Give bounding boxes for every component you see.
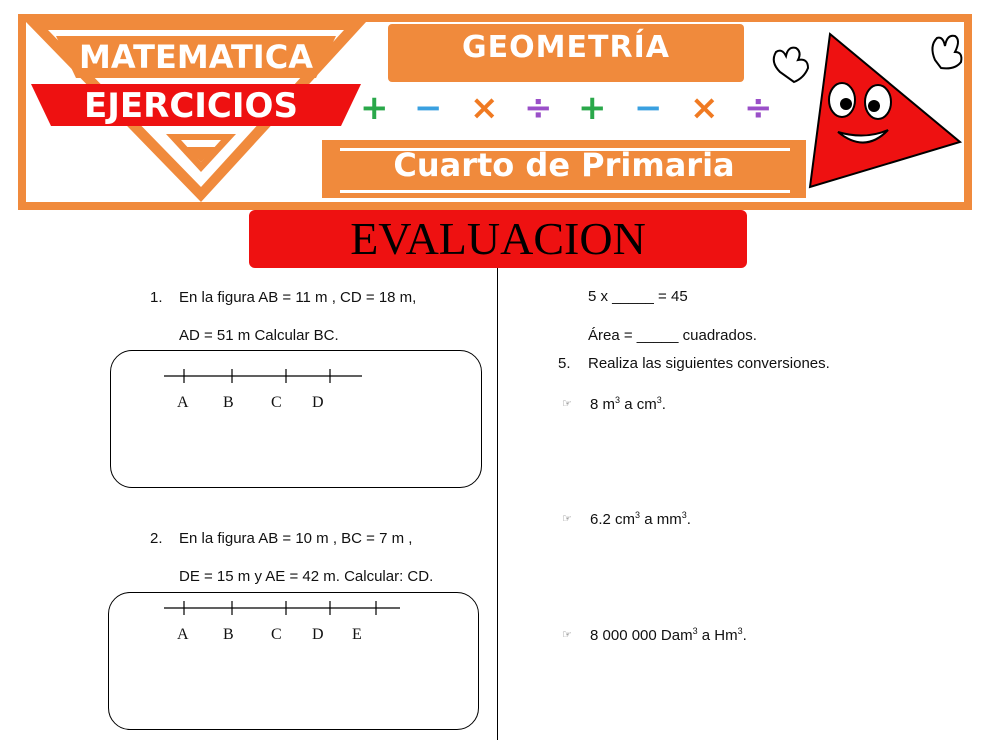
question-2-line-2: DE = 15 m y AE = 42 m. Calcular: CD. (179, 568, 434, 585)
question-2-line-1: En la figura AB = 10 m , BC = 7 m , (179, 530, 413, 547)
minus-icon: − (414, 88, 443, 128)
pointing-hand-icon: ☞ (562, 513, 572, 525)
times-icon: × (470, 88, 499, 128)
triangle-mascot-icon (760, 22, 965, 200)
operators-row (360, 88, 780, 132)
pointing-hand-icon: ☞ (562, 398, 572, 410)
plus-icon: + (360, 88, 389, 128)
column-divider (497, 268, 498, 740)
logo-bottom-text: EJERCICIOS (84, 86, 298, 126)
question-5-number: 5. (558, 355, 571, 372)
question-1-number: 1. (150, 289, 163, 306)
plus-icon: + (578, 88, 607, 128)
point-label: C (271, 394, 282, 411)
question-5-text: Realiza las siguientes conversiones. (588, 355, 830, 372)
point-label: E (352, 626, 362, 643)
point-label: B (223, 394, 234, 411)
minus-icon: − (634, 88, 663, 128)
subject-label: GEOMETRÍA (462, 30, 670, 65)
point-label: A (177, 394, 189, 411)
segment-line-2 (160, 598, 410, 618)
question-1-line-1: En la figura AB = 11 m , CD = 18 m, (179, 289, 417, 306)
grade-bottom-line (340, 190, 790, 193)
equation-text: 5 x _____ = 45 (588, 288, 688, 305)
logo-top-text: MATEMATICA (79, 38, 313, 76)
segment-line-1 (160, 366, 370, 386)
point-label: D (312, 626, 324, 643)
page-title: EVALUACION (350, 213, 646, 264)
conversion-item-2: 6.2 $cm^3$ a $mm^3$. (590, 510, 691, 528)
times-icon: × (690, 88, 719, 128)
pointing-hand-icon: ☞ (562, 629, 572, 641)
conversion-item-3: 8 000 000 Dam$^3$ a Hm$^3$. (590, 626, 747, 644)
point-label: B (223, 626, 234, 643)
grade-label: Cuarto de Primaria (393, 146, 735, 184)
point-label: C (271, 626, 282, 643)
conversion-item-1: 8 $m^3$ a $cm^3$. (590, 395, 666, 413)
divide-icon: ÷ (744, 88, 773, 128)
area-text: Área = _____ cuadrados. (588, 327, 757, 344)
point-label: D (312, 394, 324, 411)
point-label: A (177, 626, 189, 643)
question-2-number: 2. (150, 530, 163, 547)
divide-icon: ÷ (524, 88, 553, 128)
question-1-line-2: AD = 51 m Calcular BC. (179, 327, 339, 344)
